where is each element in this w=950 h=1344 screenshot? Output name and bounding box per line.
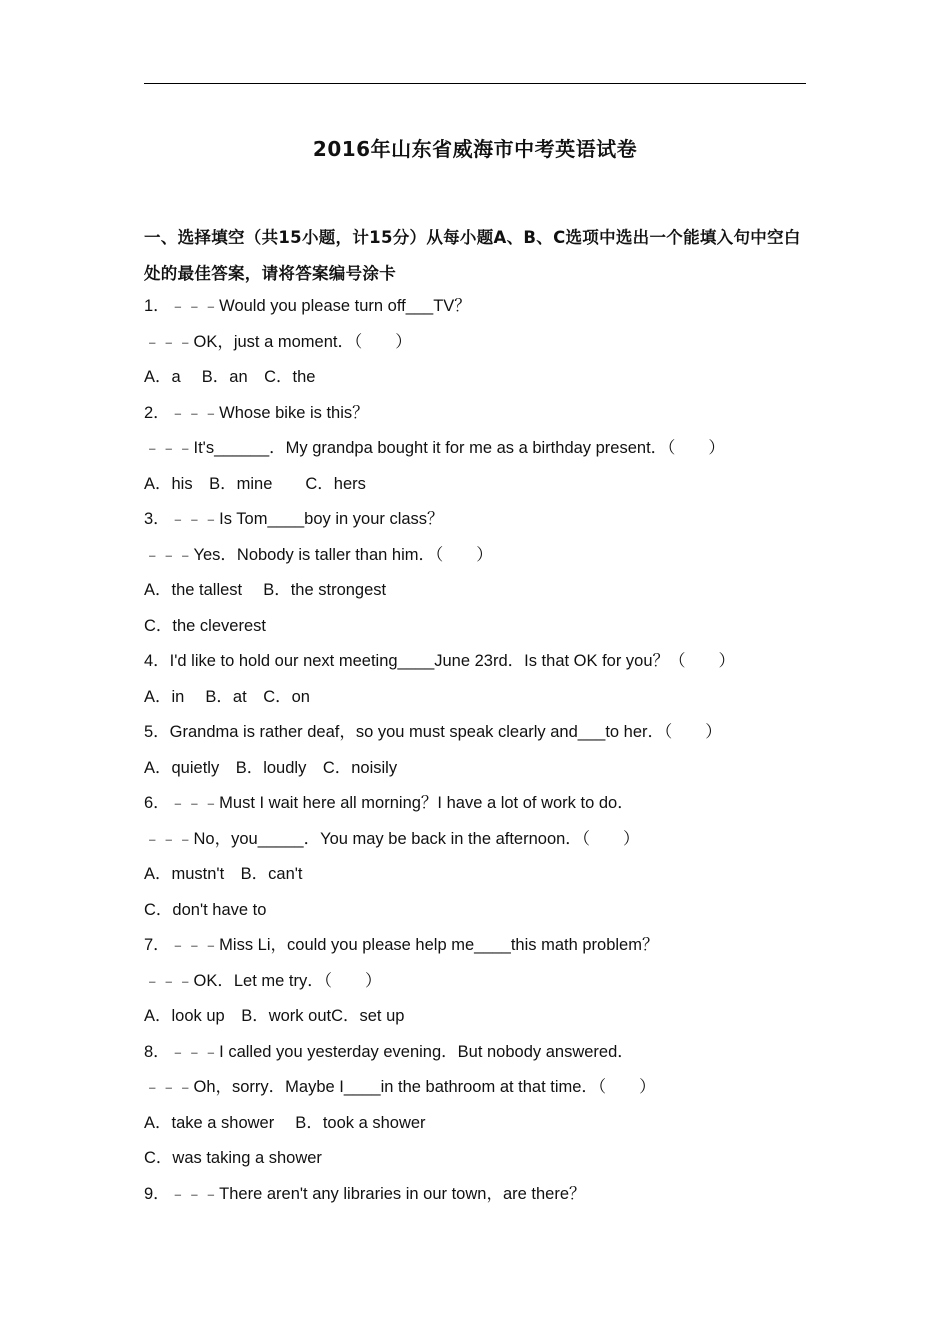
question-line: ﹣﹣﹣OK．Let me try．（ ） <box>144 971 382 990</box>
header-rule <box>144 83 806 84</box>
question-line: 8．﹣﹣﹣I called you yesterday evening．But nobody answered． <box>144 1042 634 1061</box>
section-heading: 一、选择填空（共15小题，计15分）从每小题A、B、C选项中选出一个能填入句中空白处的最佳答案，请将答案编号涂卡 <box>144 228 801 283</box>
answer-options: C．was taking a shower <box>144 1149 322 1167</box>
question-line: 9．﹣﹣﹣There aren't any libraries in our town，are there？ <box>144 1184 586 1203</box>
answer-options: A．a B．an C．the <box>144 368 316 386</box>
question-line: 5．Grandma is rather deaf，so you must speak clearly and___to her．（ ） <box>144 723 722 741</box>
question-line: 7．﹣﹣﹣Miss Li，could you please help me____this math problem？ <box>144 936 659 954</box>
question-line: 6．﹣﹣﹣Must I wait here all morning？I have a lot of work to do． <box>144 794 634 812</box>
question-line: ﹣﹣﹣No，you_____．You may be back in the afternoon．（ ） <box>144 829 640 848</box>
question-list <box>144 291 824 1214</box>
question-line: 4．I'd like to hold our next meeting____June 23rd．Is that OK for you？（ ） <box>144 652 736 670</box>
question-line: 2．﹣﹣﹣Whose bike is this？ <box>144 403 369 422</box>
question-line: 1．﹣﹣﹣Would you please turn off___TV？ <box>144 297 471 315</box>
answer-options: A．look up B．work outC．set up <box>144 1007 405 1025</box>
answer-options: C．don't have to <box>144 900 267 919</box>
answer-options: C．the cleverest <box>144 616 266 635</box>
question-line: ﹣﹣﹣OK，just a moment．（ ） <box>144 332 412 351</box>
answer-options: A．the tallest B．the strongest <box>144 581 387 599</box>
question-line: ﹣﹣﹣It's______．My grandpa bought it for me as a birthday present．（ ） <box>144 439 725 457</box>
question-line: ﹣﹣﹣Yes．Nobody is taller than him．（ ） <box>144 545 493 564</box>
page-title: 2016年山东省威海市中考英语试卷 <box>312 137 638 161</box>
answer-options: A．in B．at C．on <box>144 687 310 706</box>
answer-options: A．quietly B．loudly C．noisily <box>144 758 398 777</box>
question-line: 3．﹣﹣﹣Is Tom____boy in your class？ <box>144 510 444 528</box>
answer-options: A．mustn't B．can't <box>144 865 303 883</box>
question-line: ﹣﹣﹣Oh，sorry．Maybe I____in the bathroom at that time．（ ） <box>144 1078 656 1096</box>
answer-options: A．his B．mine C．hers <box>144 474 366 493</box>
answer-options: A．take a shower B．took a shower <box>144 1113 426 1132</box>
